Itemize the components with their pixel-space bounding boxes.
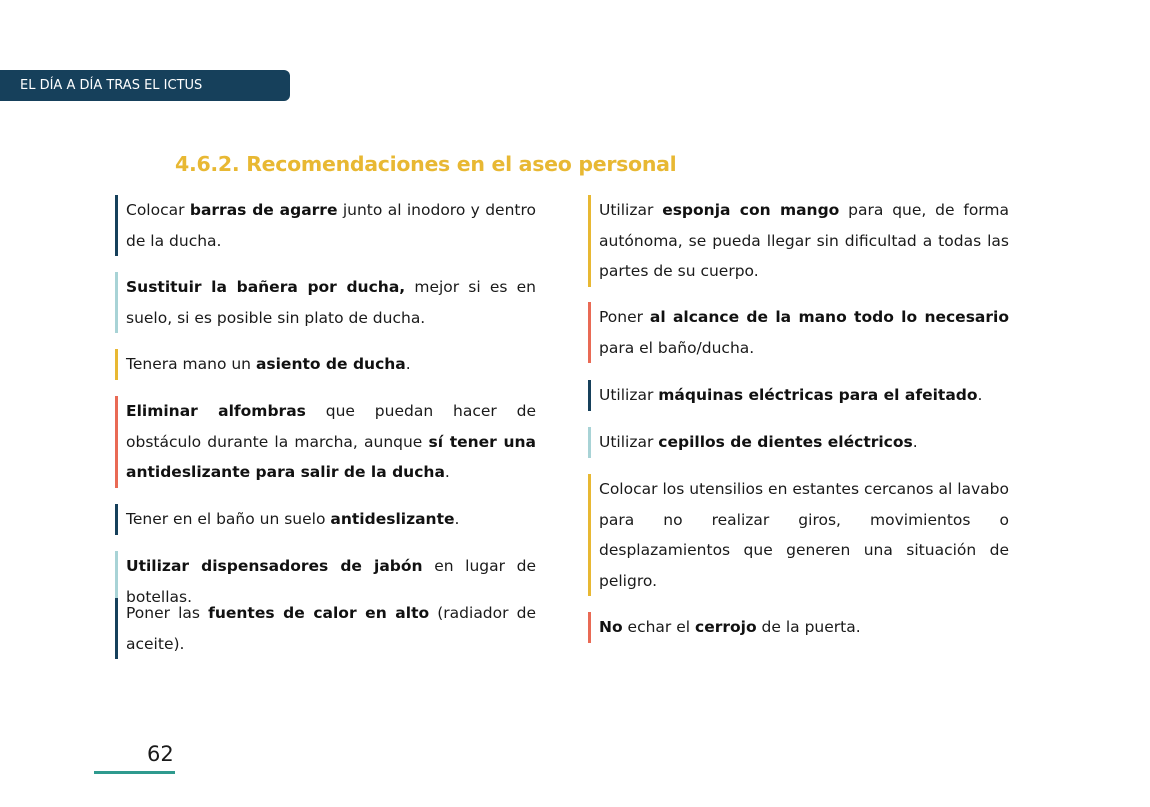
- bold-text: antideslizante: [330, 510, 455, 528]
- bold-text: fuentes de calor en alto: [208, 604, 430, 622]
- recommendation-item: [115, 504, 536, 535]
- bold-text: Sustituir la bañera por ducha,: [126, 278, 406, 296]
- text: echar el: [622, 618, 696, 636]
- recommendation-item: [115, 272, 536, 333]
- text: Colocar: [126, 201, 190, 219]
- bold-text: cerrojo: [695, 618, 757, 636]
- recommendation-item: [115, 598, 536, 659]
- text: .: [444, 463, 450, 481]
- text: Poner las: [126, 604, 209, 622]
- recommendation-item: [588, 380, 1009, 411]
- text: junto al inodoro y dentro de la ducha.: [126, 201, 536, 250]
- text: que puedan hacer de obstáculo durante la marcha, aunque: [126, 402, 536, 451]
- recommendation-item: [115, 349, 536, 380]
- text: Colocar los utensilios en estantes cercanos al lavabo para no realizar giros, movimientos o desplazamientos que generen una situación de peligro.: [599, 480, 1009, 590]
- text: para el baño/ducha.: [599, 338, 755, 357]
- text: Utilizar: [599, 386, 659, 404]
- recommendation-item: [588, 474, 1009, 596]
- text: Utilizar: [599, 433, 659, 451]
- recommendation-item: [588, 302, 1009, 363]
- recommendation-item: [588, 427, 1009, 458]
- page-number: 62: [147, 742, 174, 766]
- text: mejor si es en suelo, si es posible sin plato de ducha.: [126, 278, 536, 327]
- bold-text: sí tener una antideslizante para salir de la ducha: [126, 432, 536, 481]
- text: Poner: [599, 308, 650, 326]
- text: .: [454, 510, 460, 528]
- header-title: EL DÍA A DÍA TRAS EL ICTUS: [20, 78, 203, 93]
- recommendation-item: [588, 612, 1009, 643]
- text: de la puerta.: [756, 618, 861, 636]
- section-title: 4.6.2. Recomendaciones en el aseo personal: [175, 152, 677, 176]
- text: en lugar de botellas.: [126, 557, 537, 606]
- text: .: [912, 433, 918, 451]
- bold-text: Utilizar dispensadores de jabón: [126, 557, 423, 575]
- text: Utilizar: [599, 201, 663, 219]
- bold-text: cepillos de dientes eléctricos: [658, 433, 913, 451]
- page-number-underline: [94, 771, 175, 774]
- bold-text: barras de agarre: [189, 201, 338, 219]
- bold-text: al alcance de la mano todo lo necesario: [649, 308, 1009, 326]
- bold-text: asiento de ducha: [255, 355, 406, 373]
- text: Tener en el baño un suelo: [126, 510, 331, 528]
- recommendation-item: [115, 396, 536, 488]
- text: para que, de forma autónoma, se pueda llegar sin dificultad a todas las partes de su cuerpo.: [599, 201, 1010, 280]
- bold-text: esponja con mango: [662, 201, 840, 219]
- text: .: [405, 355, 411, 373]
- text: (radiador de aceite).: [126, 604, 536, 653]
- header-banner: [0, 70, 290, 101]
- bold-text: máquinas eléctricas para el afeitado: [658, 386, 978, 404]
- text: Tenera mano un: [126, 355, 256, 373]
- bold-text: Eliminar alfombras: [126, 402, 306, 420]
- recommendation-item: [588, 195, 1009, 287]
- text: .: [977, 386, 983, 404]
- recommendation-item: [115, 195, 536, 256]
- bold-text: No: [599, 618, 623, 636]
